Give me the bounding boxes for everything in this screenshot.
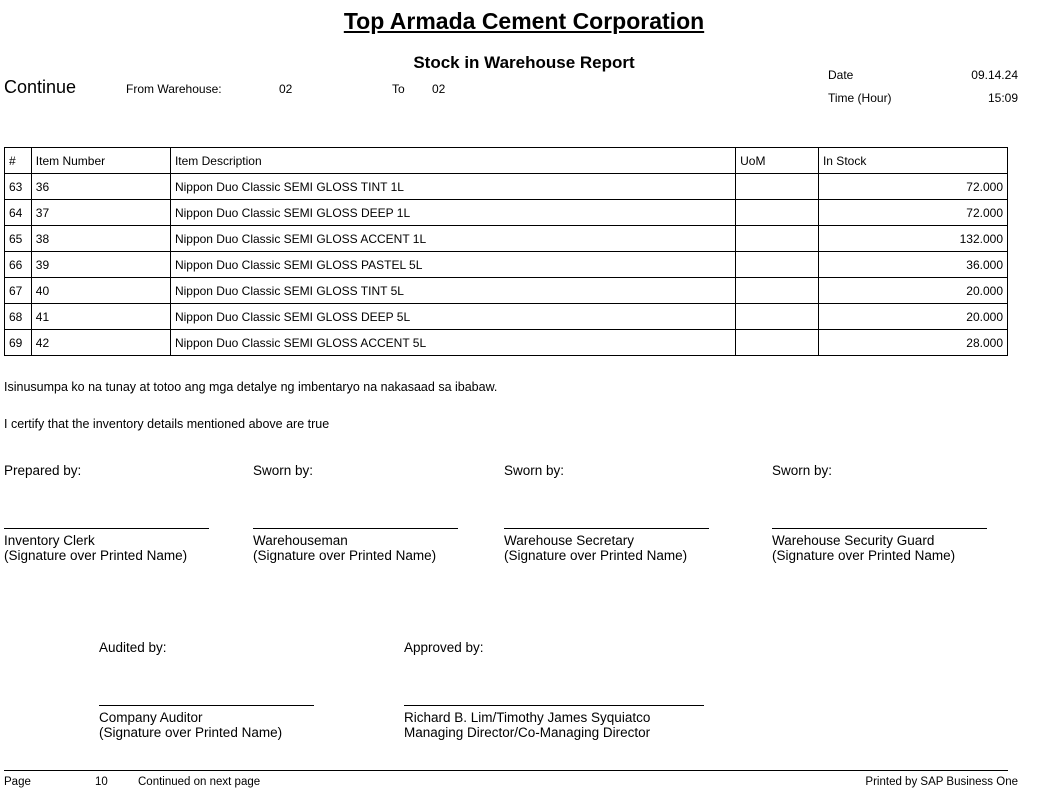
to-label: To bbox=[392, 82, 405, 96]
table-row bbox=[5, 200, 1008, 226]
approval-block-audited-by bbox=[99, 640, 314, 740]
signature-role: Sworn by: bbox=[253, 463, 314, 478]
footer-page-label: Page bbox=[4, 776, 31, 788]
table-row bbox=[5, 174, 1008, 200]
signature-role: Prepared by: bbox=[4, 463, 82, 478]
footer-printed-by: Printed by SAP Business One bbox=[865, 776, 1018, 788]
cell-index: 64 bbox=[5, 200, 32, 226]
time-value: 15:09 bbox=[987, 91, 1018, 105]
date-value: 09.14.24 bbox=[971, 68, 1018, 82]
signature-block-prepared-by bbox=[4, 463, 209, 563]
cell-uom bbox=[736, 252, 819, 278]
signature-name: Warehouse Security Guard bbox=[772, 533, 935, 548]
signature-role: Sworn by: bbox=[504, 463, 565, 478]
signature-block-warehouseman bbox=[253, 463, 458, 563]
date-label: Date bbox=[828, 68, 854, 82]
cell-item-description: Nippon Duo Classic SEMI GLOSS PASTEL 5L bbox=[170, 252, 735, 278]
to-warehouse-value: 02 bbox=[432, 82, 446, 96]
time-label: Time (Hour) bbox=[828, 91, 892, 105]
cell-uom bbox=[736, 226, 819, 252]
signature-name: Warehouse Secretary bbox=[504, 533, 635, 548]
cell-uom bbox=[736, 304, 819, 330]
signature-line bbox=[253, 500, 458, 529]
signature-caption: (Signature over Printed Name) bbox=[772, 548, 956, 563]
cell-uom bbox=[736, 174, 819, 200]
approval-signature-line bbox=[404, 677, 704, 706]
approval-name: Richard B. Lim/Timothy James Syquiatco bbox=[404, 710, 651, 725]
cell-item-number: 42 bbox=[31, 330, 170, 356]
cell-in-stock: 36.000 bbox=[818, 252, 1007, 278]
column-header-in-stock: In Stock bbox=[818, 148, 1007, 174]
page-title: Top Armada Cement Corporation bbox=[343, 8, 705, 34]
column-header-index: # bbox=[5, 148, 32, 174]
table-row bbox=[5, 304, 1008, 330]
cell-index: 69 bbox=[5, 330, 32, 356]
approval-block-approved-by bbox=[404, 640, 704, 740]
cell-index: 63 bbox=[5, 174, 32, 200]
cell-item-number: 40 bbox=[31, 278, 170, 304]
report-subtitle: Stock in Warehouse Report bbox=[413, 53, 635, 72]
signature-caption: (Signature over Printed Name) bbox=[4, 548, 188, 563]
approval-signature-line bbox=[99, 677, 314, 706]
signature-caption: (Signature over Printed Name) bbox=[504, 548, 688, 563]
cell-uom bbox=[736, 278, 819, 304]
approval-role: Approved by: bbox=[404, 640, 484, 655]
cell-uom bbox=[736, 200, 819, 226]
approval-name: Company Auditor bbox=[99, 710, 203, 725]
column-header-item-number: Item Number bbox=[31, 148, 170, 174]
cell-in-stock: 28.000 bbox=[818, 330, 1007, 356]
stock-table bbox=[4, 147, 1008, 356]
cell-index: 68 bbox=[5, 304, 32, 330]
cell-index: 66 bbox=[5, 252, 32, 278]
footer-continued: Continued on next page bbox=[138, 776, 261, 788]
signature-caption: (Signature over Printed Name) bbox=[253, 548, 437, 563]
footer-page-number: 10 bbox=[95, 776, 108, 788]
cell-item-description: Nippon Duo Classic SEMI GLOSS ACCENT 1L bbox=[170, 226, 735, 252]
cell-in-stock: 20.000 bbox=[818, 278, 1007, 304]
cell-in-stock: 72.000 bbox=[818, 200, 1007, 226]
from-warehouse-label: From Warehouse: bbox=[126, 82, 222, 96]
certification-english: I certify that the inventory details mentioned above are true bbox=[4, 417, 330, 431]
cell-item-description: Nippon Duo Classic SEMI GLOSS ACCENT 5L bbox=[170, 330, 735, 356]
approval-caption: (Signature over Printed Name) bbox=[99, 725, 283, 740]
cell-item-description: Nippon Duo Classic SEMI GLOSS TINT 1L bbox=[170, 174, 735, 200]
cell-item-description: Nippon Duo Classic SEMI GLOSS DEEP 1L bbox=[170, 200, 735, 226]
continue-button[interactable]: Continue bbox=[4, 77, 77, 97]
table-row bbox=[5, 252, 1008, 278]
table-header-row bbox=[5, 148, 1008, 174]
cell-in-stock: 20.000 bbox=[818, 304, 1007, 330]
cell-index: 67 bbox=[5, 278, 32, 304]
signature-line bbox=[772, 500, 987, 529]
cell-item-number: 37 bbox=[31, 200, 170, 226]
cell-item-description: Nippon Duo Classic SEMI GLOSS TINT 5L bbox=[170, 278, 735, 304]
cell-item-number: 39 bbox=[31, 252, 170, 278]
footer-divider bbox=[4, 770, 1008, 771]
signature-block-security-guard bbox=[772, 463, 987, 563]
approval-role: Audited by: bbox=[99, 640, 167, 655]
signature-block-warehouse-secretary bbox=[504, 463, 709, 563]
signature-name: Warehouseman bbox=[253, 533, 348, 548]
cell-index: 65 bbox=[5, 226, 32, 252]
column-header-uom: UoM bbox=[736, 148, 819, 174]
signature-role: Sworn by: bbox=[772, 463, 833, 478]
signature-line bbox=[4, 500, 209, 529]
signature-name: Inventory Clerk bbox=[4, 533, 95, 548]
cell-in-stock: 132.000 bbox=[818, 226, 1007, 252]
cell-uom bbox=[736, 330, 819, 356]
table-row bbox=[5, 278, 1008, 304]
report-page bbox=[0, 8, 1048, 792]
certification-tagalog: Isinusumpa ko na tunay at totoo ang mga detalye ng imbentaryo na nakasaad sa ibabaw. bbox=[4, 380, 498, 394]
cell-item-number: 38 bbox=[31, 226, 170, 252]
from-warehouse-value: 02 bbox=[279, 82, 293, 96]
cell-item-description: Nippon Duo Classic SEMI GLOSS DEEP 5L bbox=[170, 304, 735, 330]
cell-item-number: 36 bbox=[31, 174, 170, 200]
table-row bbox=[5, 226, 1008, 252]
cell-in-stock: 72.000 bbox=[818, 174, 1007, 200]
cell-item-number: 41 bbox=[31, 304, 170, 330]
column-header-item-description: Item Description bbox=[170, 148, 735, 174]
signature-line bbox=[504, 500, 709, 529]
table-row bbox=[5, 330, 1008, 356]
approval-caption: Managing Director/Co-Managing Director bbox=[404, 725, 651, 740]
toolbar bbox=[0, 77, 1048, 105]
